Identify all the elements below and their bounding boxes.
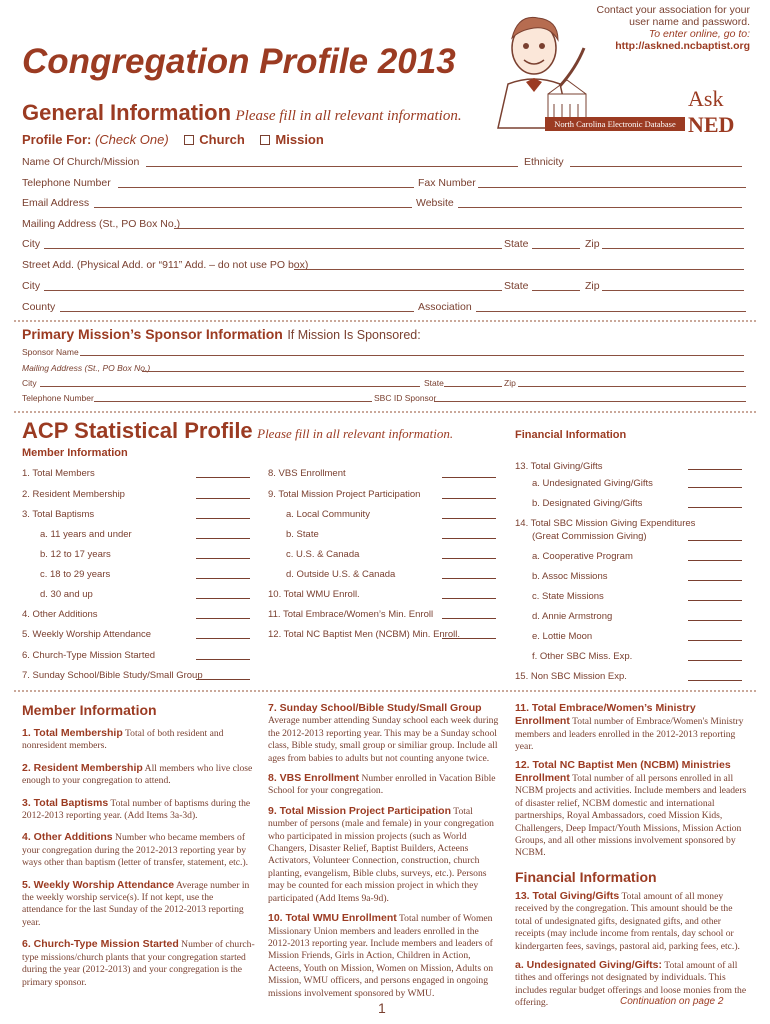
instruction-term: 10. Total WMU Enrollment: [268, 912, 397, 925]
sponsor-state-field[interactable]: [444, 386, 502, 387]
divider: [14, 411, 756, 413]
stat-weekly-worship: 5. Weekly Worship Attendance: [22, 629, 152, 640]
street-field[interactable]: [294, 269, 744, 270]
mission-checkbox[interactable]: [260, 135, 270, 145]
zip-field[interactable]: [602, 248, 744, 249]
mission-label: Mission: [275, 132, 324, 147]
street-label: Street Add. (Physical Add. or “911” Add. – do not use PO box): [22, 259, 309, 271]
instruction-term: 4. Other Additions: [22, 831, 113, 844]
stat-state: b. State: [286, 529, 319, 540]
instruction-term: 12. Total NC Baptist Men (NCBM) Ministries Enrollment: [515, 758, 731, 785]
continuation-note: Continuation on page 2: [620, 996, 724, 1007]
instruction-paragraph: [515, 890, 747, 953]
sponsor-heading-row: [22, 326, 421, 344]
stat-undesignated-giving: a. Undesignated Giving/Gifts: [532, 478, 653, 489]
instruction-paragraph: [268, 702, 502, 765]
sponsor-zip-field[interactable]: [518, 386, 746, 387]
local-community-field[interactable]: [442, 518, 496, 519]
general-info-heading-row: [22, 100, 462, 126]
instruction-paragraph: [268, 805, 502, 905]
city2-label: City: [22, 280, 41, 292]
stat-lottie-moon: e. Lottie Moon: [532, 631, 593, 642]
sponsor-telephone-label: Telephone Number: [22, 393, 94, 403]
financial-info-heading: Financial Information: [515, 868, 657, 885]
mailing-label: Mailing Address (St., PO Box No.): [22, 218, 181, 230]
other-sbc-field[interactable]: [688, 660, 742, 661]
outside-us-field[interactable]: [442, 578, 496, 579]
sponsor-sbc-id-label: SBC ID Sponsor: [374, 393, 437, 403]
instruction-term: 5. Weekly Worship Attendance: [22, 878, 175, 891]
stat-baptisms-30-up: d. 30 and up: [40, 589, 93, 600]
sponsor-zip-label: Zip: [504, 378, 516, 388]
stat-baptisms-18-29: c. 18 to 29 years: [40, 569, 111, 580]
fax-label: Fax Number: [418, 177, 476, 189]
baptisms-18-29-field[interactable]: [196, 578, 250, 579]
zip2-field[interactable]: [602, 290, 744, 291]
instruction-term: 1. Total Membership: [22, 727, 123, 739]
baptisms-12-17-field[interactable]: [196, 558, 250, 559]
contact-line-2: user name and password.: [629, 16, 750, 28]
instruction-text: Total number of persons (male and female) in your congregation who participated in mission projects (such as World Changers, Disaster Relief, Baptist Builders, Acteens Activators, Volunteer Connection, construction, church planting, evangelism, Bible clubs, surveys, etc.). Persons may be counted for each mission project in which they participated (Add Items 9a-9d).: [268, 805, 494, 904]
general-info-hint: Please fill in all relevant information.: [235, 108, 462, 124]
stat-non-sbc: 15. Non SBC Mission Exp.: [515, 671, 627, 682]
stat-assoc-missions: b. Assoc Missions: [532, 571, 608, 582]
instruction-term: 13. Total Giving/Gifts: [515, 889, 620, 902]
other-additions-field[interactable]: [196, 618, 250, 619]
stat-total-giving: 13. Total Giving/Gifts: [515, 461, 603, 472]
stat-outside-us: d. Outside U.S. & Canada: [286, 569, 396, 580]
check-one-label: (Check One): [94, 132, 169, 147]
divider: [14, 690, 756, 692]
stat-total-baptisms: 3. Total Baptisms: [22, 509, 95, 520]
ncbm-enroll-field[interactable]: [442, 638, 496, 639]
city-label: City: [22, 238, 41, 250]
county-field[interactable]: [60, 311, 414, 312]
email-field[interactable]: [94, 207, 412, 208]
website-field[interactable]: [458, 207, 742, 208]
instruction-paragraph: [268, 772, 502, 798]
stat-annie-armstrong: d. Annie Armstrong: [532, 611, 613, 622]
instruction-text: All members who live close enough to your congregation to attend.: [22, 762, 253, 787]
stat-cooperative-program: a. Cooperative Program: [532, 551, 633, 562]
instruction-text: Total amount of all money received by the congregation. This amount should be the total of undesignated gifts, designated gifts, and other receipts (may include income from rentals, day school or kindergarten fees, savings, pastoral aid, parking fees, etc.).: [515, 890, 740, 952]
stat-other-additions: 4. Other Additions: [22, 609, 98, 620]
instruction-text: Average number in the weekly worship service(s). If not kept, use the attendance for the last Sunday of the 2012-2013 reporting year.: [22, 879, 250, 928]
sponsor-name-label: Sponsor Name: [22, 347, 79, 357]
annie-armstrong-field[interactable]: [688, 620, 742, 621]
instruction-paragraph: [515, 702, 747, 754]
city-field[interactable]: [44, 248, 502, 249]
profile-for-label: Profile For:: [22, 132, 92, 147]
instructions-col-1: [22, 702, 256, 998]
instruction-paragraph: [268, 912, 502, 1000]
stat-baptisms-12-17: b. 12 to 17 years: [40, 549, 111, 560]
county-label: County: [22, 301, 56, 313]
instruction-paragraph: [22, 831, 256, 869]
page-number: 1: [378, 1000, 386, 1016]
sponsor-sbc-id-field[interactable]: [434, 401, 746, 402]
total-baptisms-field[interactable]: [196, 518, 250, 519]
non-sbc-field[interactable]: [688, 680, 742, 681]
sponsor-city-field[interactable]: [40, 386, 420, 387]
instruction-text: Total amount of all tithes and offerings not designated by individuals. This includes regular budget offerings and loose monies from the offering.: [515, 959, 747, 1009]
financial-info-subheading: Financial Information: [515, 429, 627, 441]
lottie-moon-field[interactable]: [688, 640, 742, 641]
weekly-worship-field[interactable]: [196, 638, 250, 639]
stat-state-missions: c. State Missions: [532, 591, 604, 602]
us-canada-field[interactable]: [442, 558, 496, 559]
instruction-term: 2. Resident Membership: [22, 761, 143, 774]
state-missions-field[interactable]: [688, 600, 742, 601]
contact-line-1: Contact your association for your: [596, 4, 750, 16]
instruction-term: 8. VBS Enrollment: [268, 772, 360, 785]
ned-logo-text: NED: [688, 112, 735, 137]
instruction-paragraph: [22, 938, 256, 989]
instructions-col-3: [515, 702, 747, 1016]
embrace-enroll-field[interactable]: [442, 618, 496, 619]
instruction-text: Number enrolled in Vacation Bible School for your congregation.: [268, 773, 496, 797]
instruction-paragraph: [22, 879, 256, 930]
association-field[interactable]: [476, 311, 746, 312]
telephone-field[interactable]: [118, 187, 414, 188]
instruction-term: 7. Sunday School/Bible Study/Small Group: [268, 702, 482, 714]
stat-sunday-school: 7. Sunday School/Bible Study/Small Group: [22, 670, 203, 681]
ethnicity-field[interactable]: [570, 166, 742, 167]
state2-label: State: [504, 280, 529, 292]
acp-hint: Please fill in all relevant information.: [257, 426, 454, 441]
instruction-term: 9. Total Mission Project Participation: [268, 804, 452, 817]
stat-mission-participation: 9. Total Mission Project Participation: [268, 489, 421, 500]
sunday-school-field[interactable]: [196, 679, 250, 680]
member-info-heading: Member Information: [22, 702, 157, 718]
vbs-enrollment-field[interactable]: [442, 477, 496, 478]
stat-designated-giving: b. Designated Giving/Gifts: [532, 498, 643, 509]
baptisms-11-under-field[interactable]: [196, 538, 250, 539]
instruction-paragraph: [22, 762, 256, 788]
instruction-paragraph: [22, 797, 256, 823]
instruction-paragraph: [515, 759, 747, 860]
state-label: State: [504, 238, 529, 250]
member-info-subheading: Member Information: [22, 447, 128, 459]
instruction-text: Total number of Embrace/Women's Ministry members and leaders enrolled in the 2012-2013 reporting year.: [515, 716, 744, 753]
stat-vbs-enrollment: 8. VBS Enrollment: [268, 468, 346, 479]
instruction-term: a. Undesignated Giving/Gifts:: [515, 958, 663, 971]
instruction-text: Total number of all persons enrolled in all NCBM projects and activities. Include members and leaders of disaster relief, NCBM domestic and international partnerships, Royal Ambassadors, coed Mission Kids, Challengers, Deep Impact/Youth Missions, Mission Action Groups, and all other missions involvement sponsored by NCBM.: [515, 773, 747, 859]
telephone-label: Telephone Number: [22, 177, 111, 189]
association-label: Association: [418, 301, 472, 313]
church-checkbox[interactable]: [184, 135, 194, 145]
instruction-term: 3. Total Baptisms: [22, 796, 109, 809]
general-info-heading: General Information: [22, 100, 232, 125]
stat-embrace-enroll: 11. Total Embrace/Women’s Min. Enroll: [268, 609, 434, 620]
acp-heading: ACP Statistical Profile: [22, 418, 253, 443]
total-members-field[interactable]: [196, 477, 250, 478]
assoc-missions-field[interactable]: [688, 580, 742, 581]
sponsor-telephone-field[interactable]: [94, 401, 372, 402]
stat-us-canada: c. U.S. & Canada: [286, 549, 360, 560]
email-label: Email Address: [22, 197, 90, 209]
website-label: Website: [416, 197, 454, 209]
sponsor-city-label: City: [22, 378, 37, 388]
zip-label: Zip: [585, 238, 600, 250]
ethnicity-label: Ethnicity: [524, 156, 564, 168]
instruction-text: Number who became members of your congregation during the 2012-2013 reporting year by ways other than baptism (letter of transfer, statement, etc.).: [22, 832, 249, 869]
sponsor-name-field[interactable]: [80, 355, 744, 356]
enter-online-text: To enter online, go to:: [648, 28, 750, 40]
city2-field[interactable]: [44, 290, 502, 291]
instruction-text: Total number of Women Missionary Union members and leaders enrolled in the 2012-2013 reporting year. Include members and leaders of Mission Friends, Girls in Action, Children in Action, Acteens, Youth on Mission, Women on Mission, Adults on Mission, WMU officers, and persons engaged in ongoing missions involvement sponsored by WMU.: [268, 913, 494, 999]
state-stat-field[interactable]: [442, 538, 496, 539]
sponsor-mailing-field[interactable]: [142, 371, 744, 372]
askned-url[interactable]: http://askned.ncbaptist.org: [615, 40, 750, 52]
instructions-col-2: [268, 702, 502, 1007]
baptisms-30-up-field[interactable]: [196, 598, 250, 599]
church-type-mission-field[interactable]: [196, 659, 250, 660]
instruction-text: Number of church-type missions/church plants that your congregation started during the year (2012-2013) and your congregation is the primary sponsor.: [22, 939, 255, 988]
ask-logo-text: Ask: [688, 86, 724, 111]
stat-great-commission: (Great Commission Giving): [532, 531, 647, 542]
instruction-paragraph: [22, 727, 256, 753]
profile-for-row: [22, 132, 324, 147]
sbc-mission-giving-field[interactable]: [688, 540, 742, 541]
wmu-enroll-field[interactable]: [442, 598, 496, 599]
divider: [14, 320, 756, 322]
stat-resident-membership: 2. Resident Membership: [22, 489, 125, 500]
page-title: Congregation Profile 2013: [22, 42, 456, 81]
name-label: Name Of Church/Mission: [22, 156, 140, 168]
stat-wmu-enroll: 10. Total WMU Enroll.: [268, 589, 360, 600]
instruction-text: Total of both resident and nonresident members.: [22, 728, 224, 752]
instruction-text: Average number attending Sunday school each week during the 2012-2013 reporting year. This may be a Sunday school class, Bible study, small group or similiar group. Include all ages from babies to adults but not counting anyone twice.: [268, 715, 499, 764]
name-field[interactable]: [146, 166, 518, 167]
sponsor-mailing-label: Mailing Address (St., PO Box No.): [22, 363, 151, 373]
acp-heading-row: [22, 418, 453, 444]
stat-sbc-mission-giving: 14. Total SBC Mission Giving Expenditures: [515, 518, 696, 529]
stat-local-community: a. Local Community: [286, 509, 370, 520]
database-banner: North Carolina Electronic Database: [545, 117, 685, 131]
fax-field[interactable]: [478, 187, 746, 188]
resident-membership-field[interactable]: [196, 498, 250, 499]
designated-giving-field[interactable]: [688, 507, 742, 508]
instruction-text: Total number of baptisms during the 2012-2013 reporting year. (Add Items 3a-3d).: [22, 797, 251, 822]
instruction-term: 11. Total Embrace/Women’s Ministry Enrollment: [515, 702, 696, 728]
stat-other-sbc: f. Other SBC Miss. Exp.: [532, 651, 633, 662]
sponsor-heading: Primary Mission’s Sponsor Information: [22, 326, 283, 342]
church-label: Church: [199, 132, 245, 147]
cooperative-program-field[interactable]: [688, 560, 742, 561]
mailing-field[interactable]: [174, 228, 744, 229]
state-field[interactable]: [532, 248, 580, 249]
state2-field[interactable]: [532, 290, 580, 291]
instruction-term: 6. Church-Type Mission Started: [22, 938, 179, 951]
stat-baptisms-11-under: a. 11 years and under: [40, 529, 132, 540]
stat-ncbm-enroll: 12. Total NC Baptist Men (NCBM) Min. Enroll.: [268, 629, 460, 640]
mission-participation-field[interactable]: [442, 498, 496, 499]
stat-church-type-mission: 6. Church-Type Mission Started: [22, 650, 156, 661]
sponsor-hint: If Mission Is Sponsored:: [287, 328, 421, 342]
stat-total-members: 1. Total Members: [22, 468, 95, 479]
zip2-label: Zip: [585, 280, 600, 292]
total-giving-field[interactable]: [688, 469, 742, 470]
undesignated-giving-field[interactable]: [688, 487, 742, 488]
sponsor-state-label: State: [424, 378, 444, 388]
